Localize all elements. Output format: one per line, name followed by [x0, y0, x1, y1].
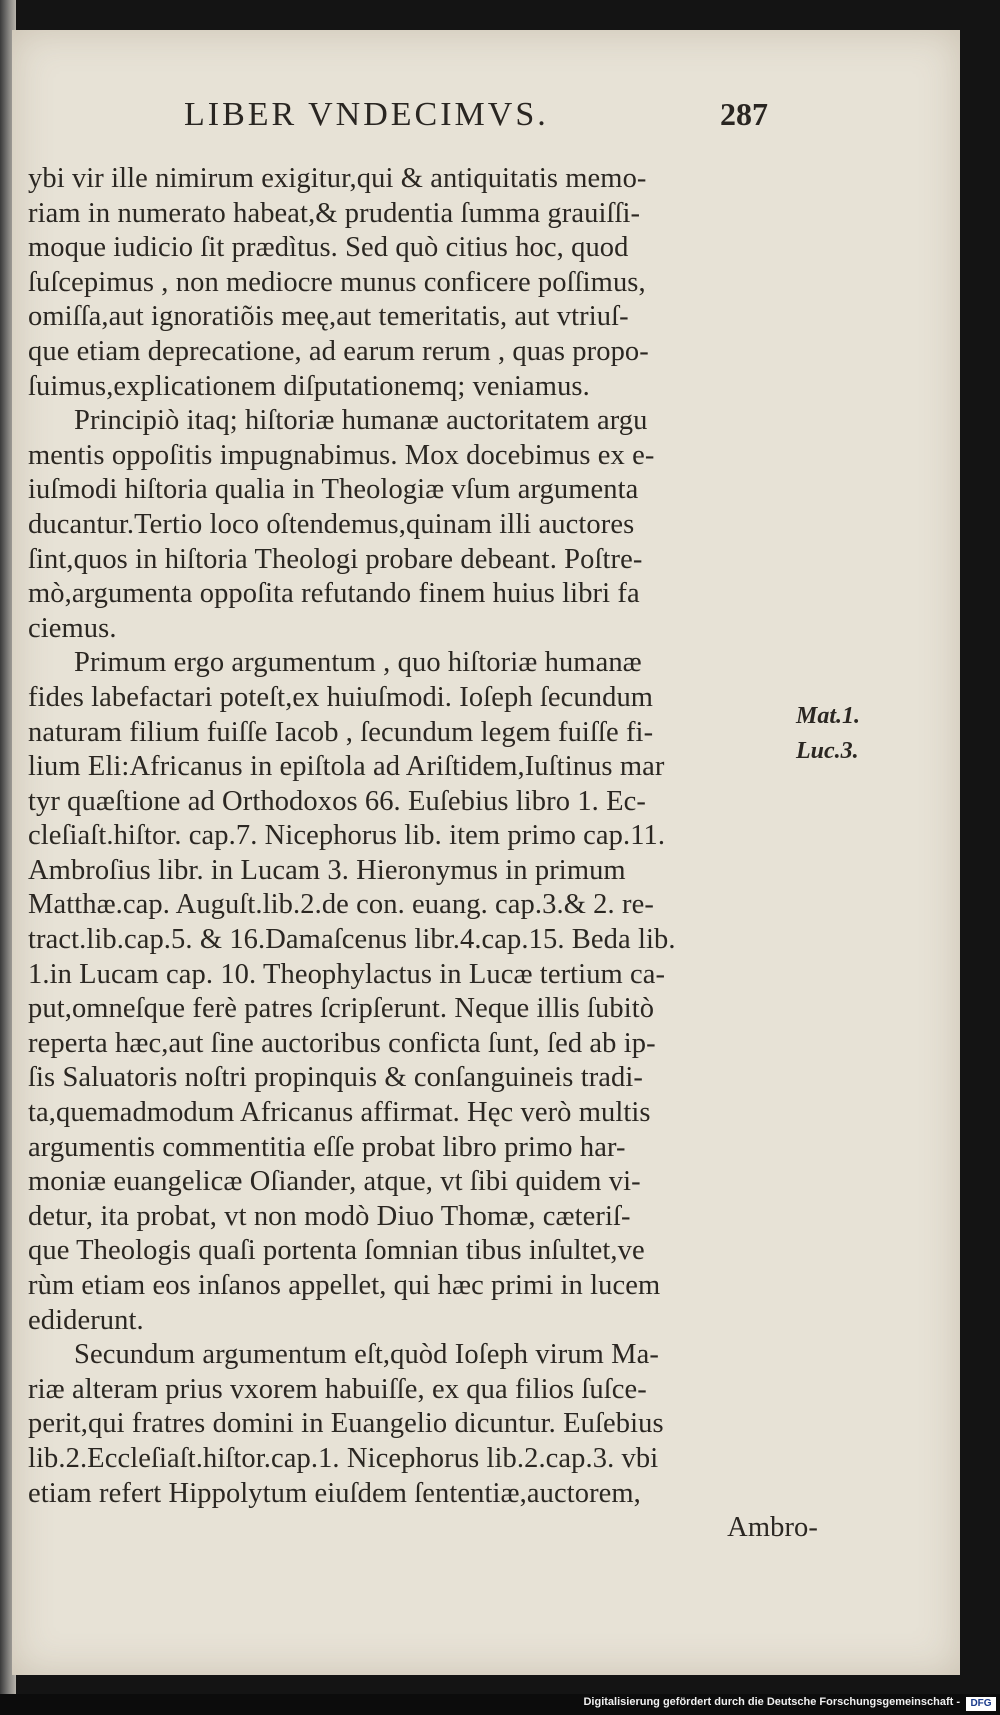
text-line: ſint,quos in hiſtoria Theologi probare debeant. Poſtre- — [28, 543, 643, 575]
text-line: que etiam deprecatione, ad earum rerum , quas propo- — [28, 335, 649, 367]
text-line: ediderunt. — [28, 1304, 144, 1336]
paragraph-start-line: Secundum argumentum eſt,quòd Ioſeph virum Ma- — [74, 1339, 659, 1371]
text-line: fides labefactari poteſt,ex huiuſmodi. Ioſeph ſecundum — [28, 681, 654, 713]
text-line: lib.2.Eccleſiaſt.hiſtor.cap.1. Nicephorus lib.2.cap.3. vbi — [28, 1442, 659, 1474]
text-line: Matthæ.cap. Auguſt.lib.2.de con. euang. cap.3.& 2. re- — [28, 889, 654, 921]
text-line: ſuſcepimus , non mediocre munus conficere poſſimus, — [28, 266, 646, 298]
text-line: ducantur.Tertio loco oſtendemus,quinam illi auctores — [28, 508, 635, 540]
text-line: reperta hæc,aut ſine auctoribus conficta ſunt, ſed ab ip- — [28, 1027, 656, 1059]
catchword: Ambro- — [727, 1512, 818, 1544]
text-line: detur, ita probat, vt non modò Diuo Thomæ, cæteriſ- — [28, 1200, 631, 1232]
margin-note: Luc.3. — [796, 738, 859, 764]
text-line: omiſſa,aut ignoratiõis meę,aut temeritatis, aut vtriuſ- — [28, 301, 629, 333]
text-line: moque iudicio ſit prædìtus. Sed quò citius hoc, quod — [28, 232, 629, 264]
funding-credit: Digitalisierung gefördert durch die Deutsche Forschungsgemeinschaft - — [583, 1696, 960, 1708]
text-line: iuſmodi hiſtoria qualia in Theologiæ vſum argumenta — [28, 474, 639, 506]
text-line: riam in numerato habeat,& prudentia ſumma grauiſſi- — [28, 197, 641, 229]
text-line: tyr quæſtione ad Orthodoxos 66. Euſebius libro 1. Ec- — [28, 785, 646, 817]
margin-notes — [796, 699, 886, 769]
footer-bar — [0, 1694, 1000, 1715]
text-line: Ambroſius libr. in Lucam 3. Hieronymus in primum — [28, 854, 626, 886]
body-text — [28, 162, 818, 1546]
text-line: ciemus. — [28, 612, 117, 644]
paragraph-start-line: Principiò itaq; hiſtoriæ humanæ auctoritatem argu — [74, 405, 648, 437]
text-line: lium Eli:Africanus in epiſtola ad Ariſtidem,Iuſtinus mar — [28, 751, 665, 783]
text-line: ſuimus,explicationem diſputationemq; veniamus. — [28, 370, 590, 402]
text-line: rùm etiam eos inſanos appellet, qui hæc primi in lucem — [28, 1270, 661, 1301]
page-header — [12, 96, 960, 146]
text-line: riæ alteram prius vxorem habuiſſe, ex qua filios ſuſce- — [28, 1373, 647, 1405]
dfg-logo: DFG — [966, 1697, 996, 1711]
text-line: ybi vir ille nimirum exigitur,qui & antiquitatis memo- — [28, 163, 647, 194]
running-head: LIBER VNDECIMVS. — [184, 96, 549, 133]
book-page — [12, 30, 960, 1675]
text-line: mentis oppoſitis impugnabimus. Mox docebimus ex e- — [28, 439, 655, 471]
text-line: naturam filium fuiſſe Iacob , ſecundum legem fuiſſe fi- — [28, 716, 654, 748]
text-line: ta,quemadmodum Africanus affirmat. Hęc verò multis — [28, 1097, 651, 1129]
text-line: cleſiaſt.hiſtor. cap.7. Nicephorus lib. item primo cap.11. — [28, 820, 666, 852]
text-line: ſis Saluatoris noſtri propinquis & conſanguineis tradi- — [28, 1062, 644, 1094]
text-line: tract.lib.cap.5. & 16.Damaſcenus libr.4.cap.15. Beda lib. — [28, 924, 676, 956]
text-line: moniæ euangelicæ Oſiander, atque, vt ſibi quidem vi- — [28, 1166, 641, 1198]
text-line: put,omneſque ferè patres ſcripſerunt. Neque illis ſubitò — [28, 993, 655, 1025]
text-line: 1.in Lucam cap. 10. Theophylactus in Lucæ tertium ca- — [28, 958, 666, 990]
text-line: etiam refert Hippolytum eiuſdem ſententiæ,auctorem, — [28, 1477, 641, 1509]
text-line: mò,argumenta oppoſita refutando finem huius libri fa — [28, 578, 640, 610]
text-line: perit,qui fratres domini in Euangelio dicuntur. Euſebius — [28, 1408, 664, 1440]
paragraph-start-line: Primum ergo argumentum , quo hiſtoriæ humanæ — [74, 647, 642, 679]
text-line: que Theologis quaſi portenta ſomnian tibus inſultet,ve — [28, 1235, 645, 1267]
text-line: argumentis commentitia eſſe probat libro primo har- — [28, 1131, 626, 1163]
margin-note: Mat.1. — [796, 703, 861, 729]
page-number: 287 — [720, 96, 768, 132]
